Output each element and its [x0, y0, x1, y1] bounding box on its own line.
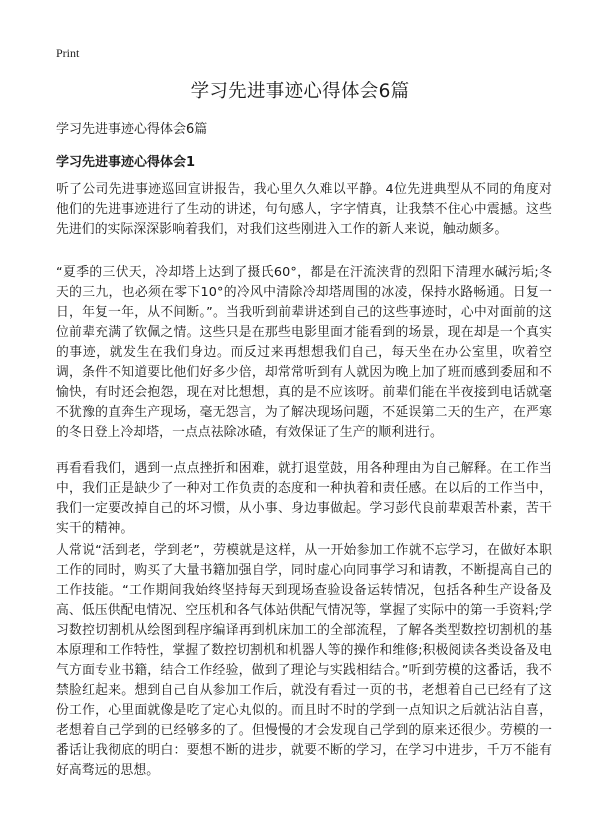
section-heading: 学习先进事迹心得体会1 — [56, 155, 196, 170]
body-paragraph: “夏季的三伏天，冷却塔上达到了摄氏60°，都是在汗流浃背的烈阳下清理水碱污垢;冬天的三九，也必须在零下10°的冷风中清除冷却塔周围的冰凌，保持水路畅通。日复一日，年复一年，从不间断。”。当我听到前辈讲述到自己的这些事迹时，心中对面前的这位前辈充满了钦佩之情。这些只是在那些电影里面才能看到的场景，现在却是一个真实的事迹，就发生在我们身边。而反过来再想想我们自己，每天坐在办公室里，吹着空调，条件不知道要比他们好多少倍，却常常听到有人就因为晚上加了班而感到委屈和不愉快，有时还会抱怨，现在对比想想，真的是不应该呀。前辈们能在半夜接到电话就毫不犹豫的直奔生产现场，毫无怨言，为了解决现场问题，不延误第二天的生产，在严寒的冬日登上冷却塔，一点点祛除冰碴，有效保证了生产的顺利进行。 — [56, 265, 552, 440]
page-title: 学习先进事迹心得体会6篇 — [190, 81, 410, 102]
print-link[interactable]: Print — [56, 46, 80, 60]
body-paragraph: 听了公司先进事迹巡回宣讲报告，我心里久久难以平静。4位先进典型从不同的角度对他们的先进事迹进行了生动的讲述，句句感人，字字情真，让我禁不住心中震撼。这些先进们的实际深深影响着我们，对我们这些刚进入工作的新人来说，触动颇多。 — [56, 182, 552, 237]
body-paragraph: 人常说“活到老，学到老”，劳模就是这样，从一开始参加工作就不忘学习，在做好本职工作的同时，购买了大量书籍加强自学，同时虚心向同事学习和请教，不断提高自己的工作技能。“工作期间我始终坚持每天到现场查验设备运转情况，包括各种生产设备及高、低压供配电情况、空压机和各气体站供配气情况等，掌握了实际中的第一手资料;学习数控切割机从绘图到程序编译再到机床加工的全部流程，了解各类型数控切割机的基本原理和工作特性，掌握了数控切割机和机器人等的操作和维修;积极阅读各类设备及电气方面专业书籍，结合工作经验，做到了理论与实践相结合。”听到劳模的这番话，我不禁脸红起来。想到自己自从参加工作后，就没有看过一页的书，老想着自己已经有了这份工作，心里面就像是吃了定心丸似的。而且时不时的学到一点知识之后就沾沾自喜，老想着自己学到的已经够多的了。但慢慢的才会发现自己学到的原来还很少。劳模的一番话让我彻底的明白：要想不断的进步，就要不断的学习，在学习中进步，千万不能有好高骛远的思想。 — [56, 543, 552, 778]
document-subtitle: 学习先进事迹心得体会6篇 — [56, 122, 208, 137]
body-paragraph: 再看看我们，遇到一点点挫折和困难，就打退堂鼓，用各种理由为自己解释。在工作当中，我们正是缺少了一种对工作负责的态度和一种执着和责任感。在以后的工作当中，我们一定要改掉自己的坏习惯，从小事、身边事做起。学习彭代良前辈艰苦朴素，苦干实干的精神。 — [56, 461, 552, 536]
